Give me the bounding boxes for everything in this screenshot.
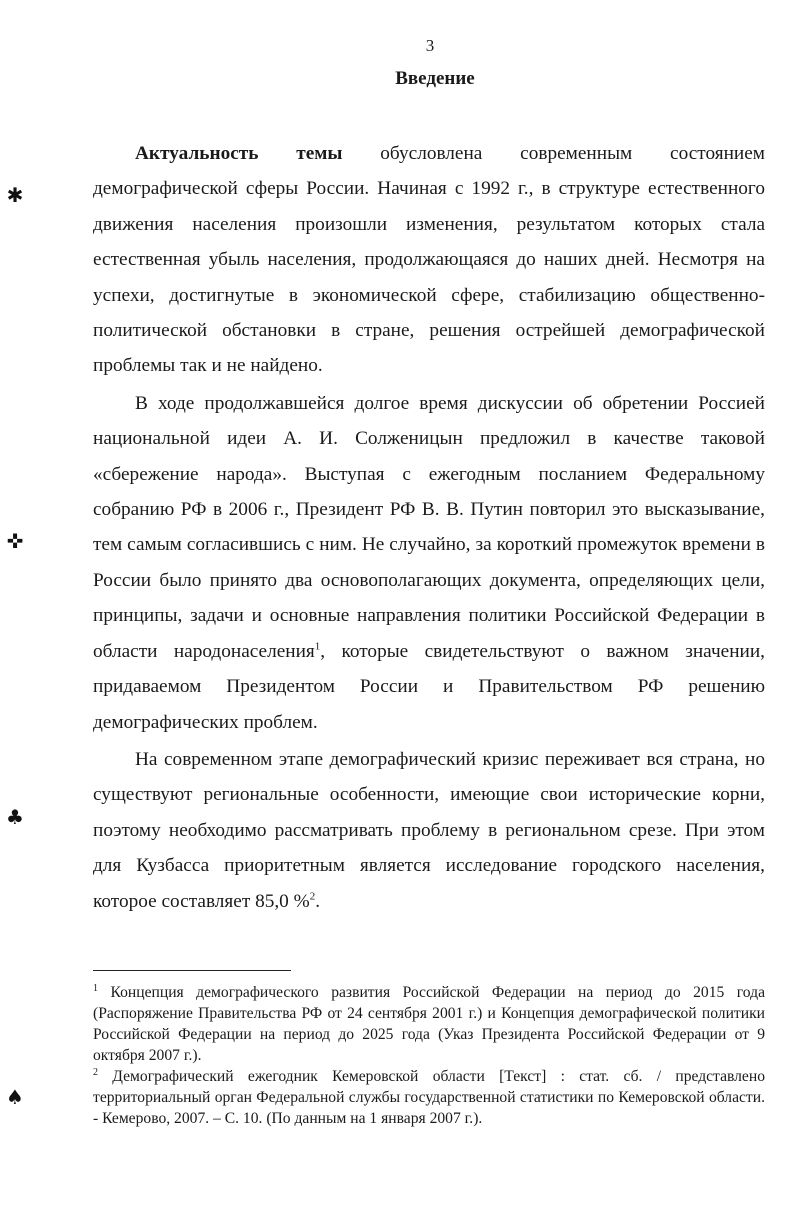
paragraph-2-text-after: , которые свидетельствуют о важном значении, придаваемом Президентом России и Правительством РФ решению демографических проблем.	[93, 640, 765, 733]
footnote-1-text: Концепция демографического развития Российской Федерации на период до 2015 года (Распоряжение Правительства РФ от 24 сентября 2001 г.) и Концепция демографической политики Российской Федерации на период до 2025 года (Указ Президента Российской Федерации от 9 октября 2007 г.).	[93, 984, 765, 1064]
paragraph-3	[93, 742, 765, 919]
paragraph-2	[93, 386, 765, 740]
page-title: Введение	[395, 68, 475, 89]
footnote-number-2: 2	[93, 1066, 98, 1078]
page-number: 3	[425, 36, 435, 55]
footnote-separator	[93, 970, 291, 971]
spade-mark-icon: ♠	[6, 1085, 24, 1109]
paragraph-3-text-after: .	[315, 890, 321, 912]
footnote-ref-2[interactable]: 2	[309, 890, 316, 903]
body-text	[93, 136, 765, 919]
footnote-2-text: Демографический ежегодник Кемеровской области [Текст] : стат. сб. / представлено территориальный орган Федеральной службы государственной статистики по Кемеровской области. - Кемерово, 2007. – С. 10. (По данным на 1 января 2007 г.).	[93, 1068, 765, 1127]
footnote-1	[93, 982, 765, 1066]
paragraph-3-text: На современном этапе демографический кризис переживает вся страна, но существуют региональные особенности, имеющие свои исторические корни, поэтому необходимо рассматривать проблему в региональном срезе. При этом для Кузбасса приоритетным является исследование городского населения, которое составляет 85,0 %	[93, 748, 765, 912]
star-mark-icon: ✱	[6, 183, 24, 207]
paragraph-1-text: обусловлена современным состоянием демографической сферы России. Начиная с 1992 г., в структуре естественного движения населения произошли изменения, результатом которых стала естественная убыль населения, продолжающаяся до наших дней. Несмотря на успехи, достигнутые в экономической сфере, стабилизацию общественно-политической обстановки в стране, решения острейшей демографической проблемы так и не найдено.	[93, 143, 765, 377]
club-mark-icon: ♣	[6, 805, 24, 829]
lead-phrase: Актуальность темы	[135, 143, 343, 164]
footnote-number-1: 1	[93, 982, 98, 994]
footnote-ref-1[interactable]: 1	[314, 640, 321, 653]
paragraph-2-text: В ходе продолжавшейся долгое время дискуссии об обретении Россией национальной идеи А. И. Солженицын предложил в качестве таковой «сбережение народа». Выступая с ежегодным посланием Федеральному собранию РФ в 2006 г., Президент РФ В. В. Путин повторил это высказывание, тем самым согласившись с ним. Не случайно, за короткий промежуток времени в России было принято два основополагающих документа, определяющих цели, принципы, задачи и основные направления политики Российской Федерации в области народонаселения	[93, 392, 765, 662]
footnote-2	[93, 1066, 765, 1129]
footnotes	[93, 982, 765, 1129]
arrow-mark-icon: ✜	[6, 529, 24, 553]
paragraph-1	[93, 136, 765, 384]
